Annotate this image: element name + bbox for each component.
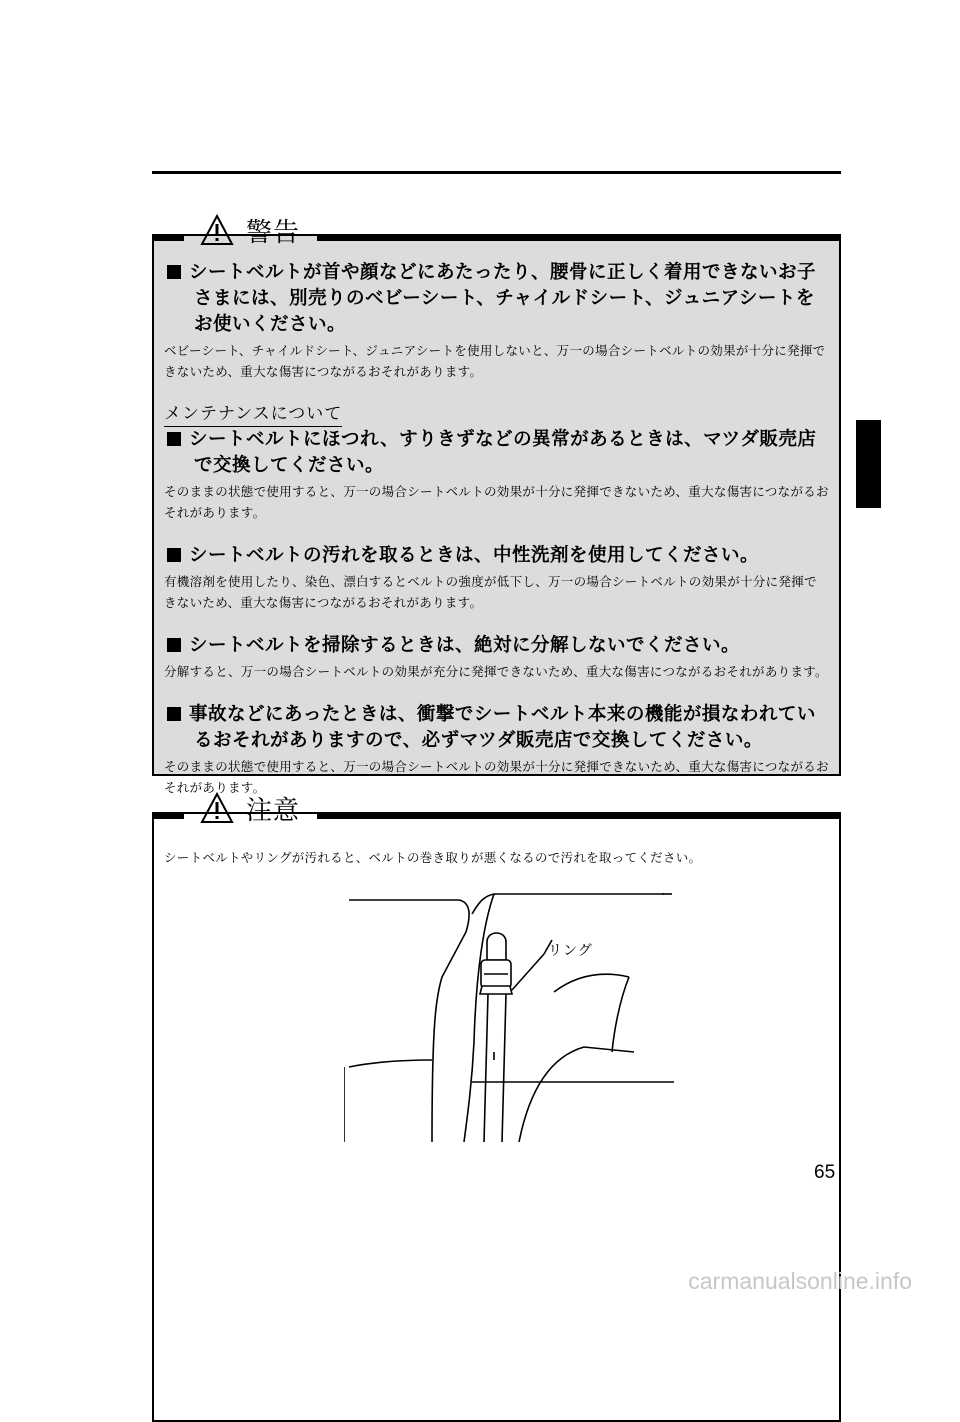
warning-heading-2: シートベルトにほつれ、すりきずなどの異常があるときは、マツダ販売店で交換してください。	[164, 427, 829, 479]
warning-header	[200, 210, 300, 250]
warning-box	[152, 217, 841, 795]
caution-text: シートベルトやリングが汚れると、ベルトの巻き取りが悪くなるので汚れを取ってください。	[164, 850, 702, 865]
warning-body-1: ベビーシート、チャイルドシート、ジュニアシートを使用しないと、万一の場合シートベルトの効果が十分に発揮できないため、重大な傷害につながるおそれがあります。	[164, 343, 826, 379]
caution-triangle-icon	[200, 792, 234, 824]
warning-body-4: 分解すると、万一の場合シートベルトの効果が充分に発揮できないため、重大な傷害につながるおそれがあります。	[164, 664, 828, 679]
page-number: 65	[814, 1162, 836, 1183]
warning-triangle-icon	[200, 214, 234, 246]
caution-title: 注意	[246, 795, 301, 826]
warning-body-2: そのままの状態で使用すると、万一の場合シートベルトの効果が十分に発揮できないため、重大な傷害につながるおそれがあります。	[164, 484, 829, 520]
warning-heading-3: シートベルトの汚れを取るときは、中性洗剤を使用してください。	[164, 543, 829, 569]
warning-title: 警告	[246, 217, 301, 248]
bullet-square-icon	[167, 638, 181, 652]
seatbelt-ring-illustration	[344, 882, 674, 1142]
warning-heading-5: 事故などにあったときは、衝撃でシートベルト本来の機能が損なわれているおそれがありますので、必ずマツダ販売店で交換してください。	[164, 702, 829, 754]
caution-box	[152, 795, 841, 1422]
ring-label: リング	[548, 943, 593, 959]
watermark: carmanualsonline.info	[688, 1268, 912, 1294]
warning-body-5: そのままの状態で使用すると、万一の場合シートベルトの効果が十分に発揮できないため、重大な傷害につながるおそれがあります。	[164, 759, 829, 795]
warning-heading-1: シートベルトが首や顔などにあたったり、腰骨に正しく着用できないお子さまには、別売りのベビーシート、チャイルドシート、ジュニアシートをお使いください。	[164, 260, 829, 338]
warning-body-3: 有機溶剤を使用したり、染色、漂白するとベルトの強度が低下し、万一の場合シートベルトの効果が十分に発揮できないため、重大な傷害につながるおそれがあります。	[164, 574, 817, 610]
bullet-square-icon	[167, 265, 181, 279]
chapter-tab	[856, 420, 881, 508]
warning-heading-4: シートベルトを掃除するときは、絶対に分解しないでください。	[164, 633, 829, 659]
caution-header	[200, 788, 300, 828]
bullet-square-icon	[167, 432, 181, 446]
top-rule	[152, 171, 841, 174]
bullet-square-icon	[167, 707, 181, 721]
maintenance-subheading: メンテナンスについて	[164, 402, 342, 427]
bullet-square-icon	[167, 548, 181, 562]
